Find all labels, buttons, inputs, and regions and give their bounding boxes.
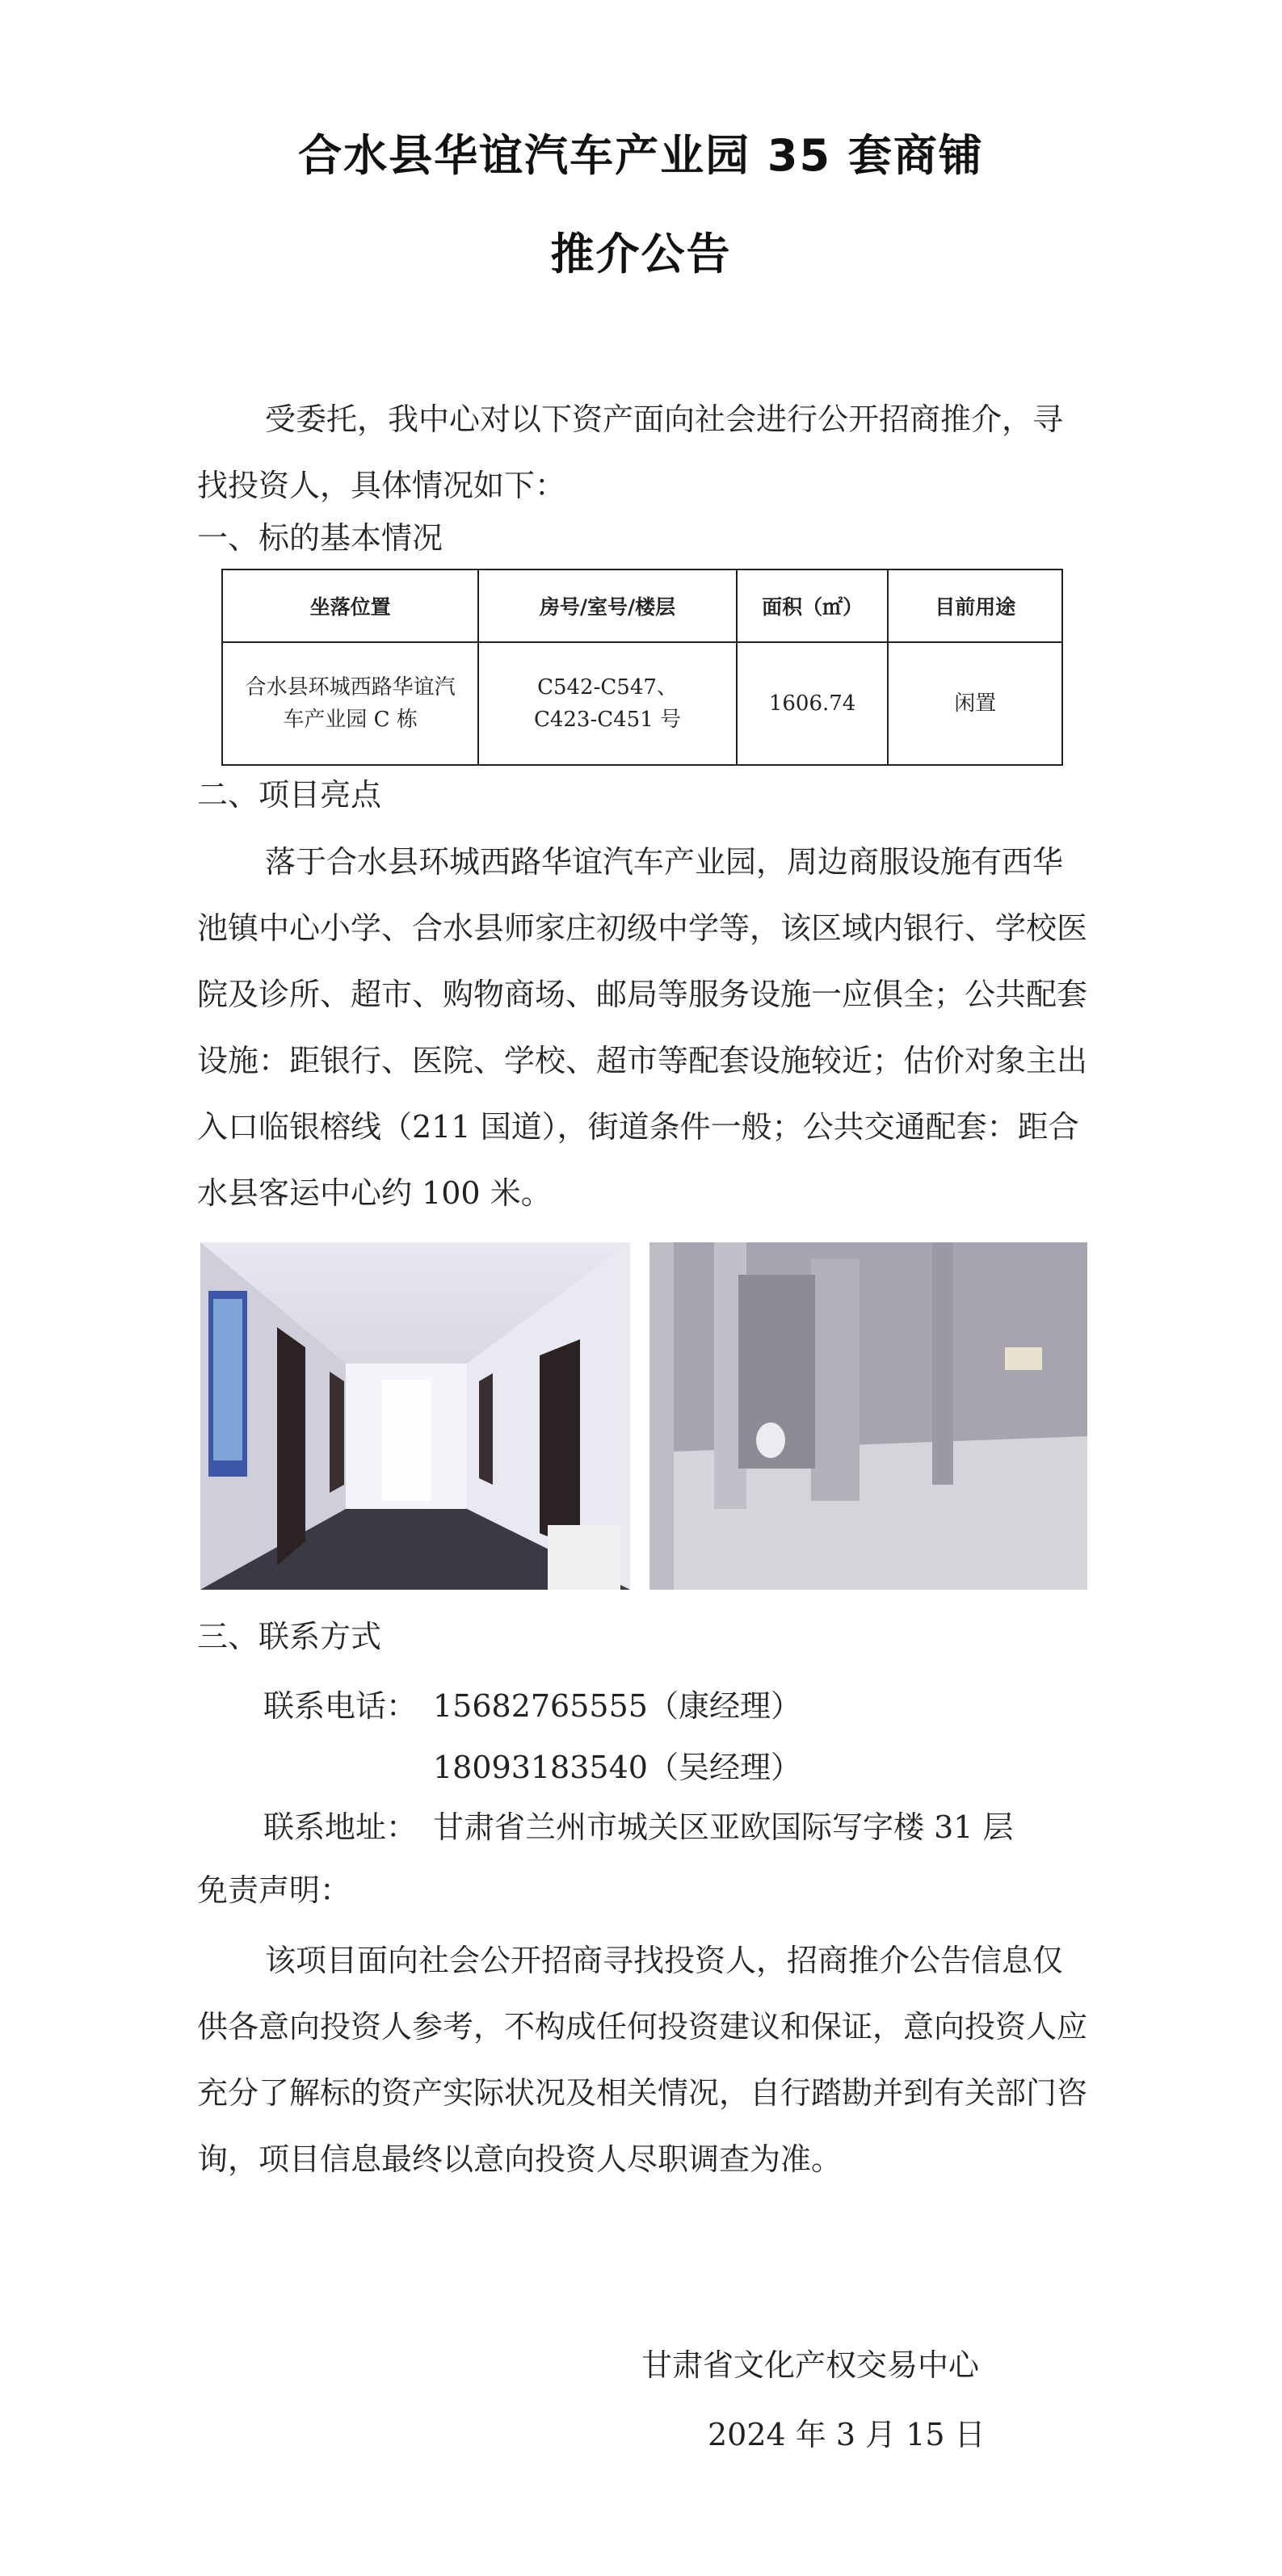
title-line-1: 合水县华谊汽车产业园 35 套商铺 [298,130,984,181]
table-header-row [222,569,1062,642]
header-room: 房号/室号/楼层 [478,569,736,642]
issue-date: 2024 年 3 月 15 日 [708,2417,986,2452]
section1-heading: 一、标的基本情况 [197,520,443,556]
cell-usage: 闲置 [888,642,1062,765]
address-label: 联系地址： [263,1809,418,1845]
room-illustration [649,1242,1087,1590]
cell-room [478,642,736,765]
phone-label: 联系电话： [263,1688,418,1724]
header-area: 面积（㎡） [737,569,889,642]
empty-room-photo [649,1242,1087,1590]
section2-heading: 二、项目亮点 [197,777,382,813]
cell-location: 合水县环城西路华谊汽车产业园 C 栋 [222,642,478,765]
issuer-name: 甘肃省文化产权交易中心 [641,2347,980,2383]
table-row [222,642,1062,765]
header-usage: 目前用途 [888,569,1062,642]
cell-area: 1606.74 [737,642,889,765]
corridor-photo [200,1242,630,1590]
title-line-2: 推介公告 [550,229,732,279]
asset-info-table [221,569,1063,766]
corridor-illustration [200,1242,630,1590]
disclaimer-heading: 免责声明： [197,1872,351,1908]
disclaimer-paragraph: 该项目面向社会公开招商寻找投资人，招商推介公告信息仅供各意向投资人参考，不构成任何投资建议和保证，意向投资人应充分了解标的资产实际状况及相关情况，自行踏勘并到有关部门咨询，项目信息最终以意向投资人尽职调查为准。 [197,1943,1088,2177]
header-location: 坐落位置 [222,569,478,642]
phone-2: 18093183540（吴经理） [433,1750,801,1785]
phone-1: 15682765555（康经理） [433,1688,801,1724]
highlights-paragraph: 落于合水县环城西路华谊汽车产业园，周边商服设施有西华池镇中心小学、合水县师家庄初级中学等，该区域内银行、学校医院及诊所、超市、购物商场、邮局等服务设施一应俱全；公共配套设施：距银行、医院、学校、超市等配套设施较近；估价对象主出入口临银榕线（211 国道），街道条件一般；公共交通配套：距合水县客运中心约 100 米。 [197,844,1088,1211]
cell-room-line2: C423-C451 号 [533,708,682,732]
address-value: 甘肃省兰州市城关区亚欧国际写字楼 31 层 [433,1809,1014,1845]
section3-heading: 三、联系方式 [197,1619,382,1654]
cell-room-line1: C542-C547、 [537,675,678,700]
intro-paragraph: 受委托，我中心对以下资产面向社会进行公开招商推介，寻找投资人，具体情况如下： [197,401,1064,503]
